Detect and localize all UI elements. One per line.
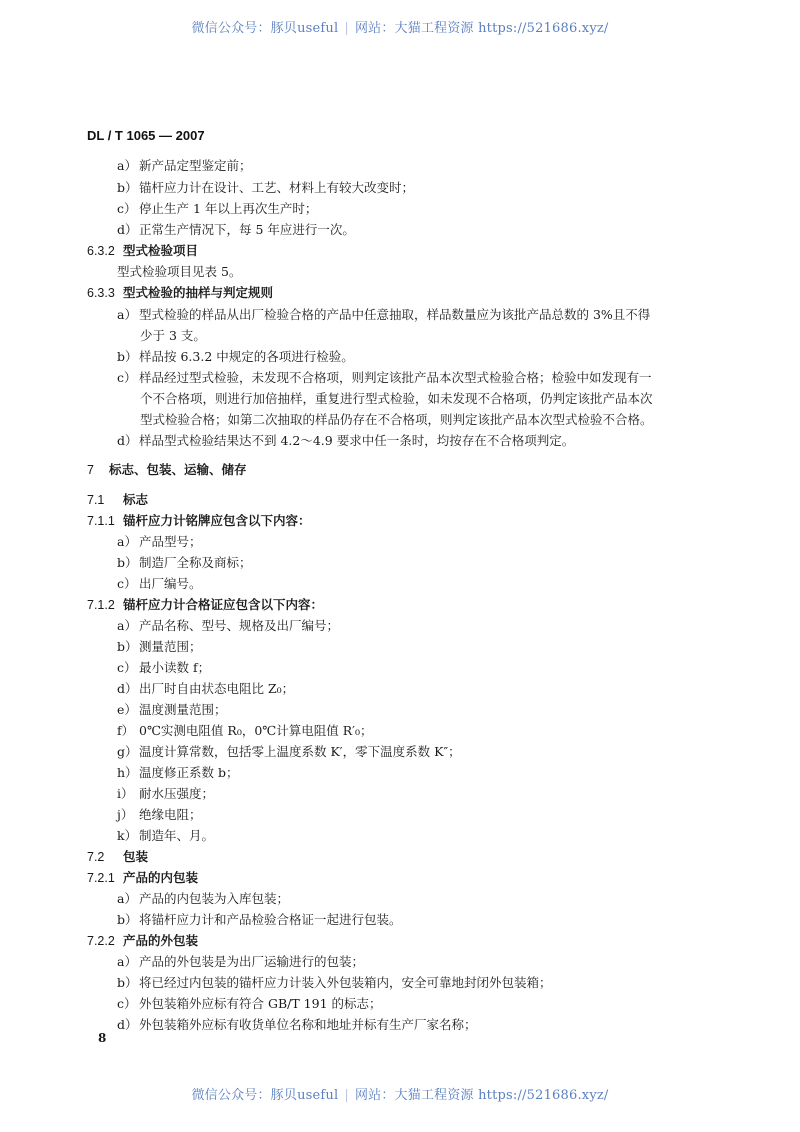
list-item xyxy=(117,158,252,174)
document-code: DL / T 1065 — 2007 xyxy=(87,128,205,143)
section-heading-7-2-2 xyxy=(87,933,198,949)
item-label: b） xyxy=(117,555,138,570)
item-label: c） xyxy=(117,996,137,1011)
item-label: a） xyxy=(117,954,137,969)
list-item xyxy=(117,576,202,592)
watermark-right: 网站：大猫工程资源 https://521686.xyz/ xyxy=(354,21,609,36)
section-heading-7-1-1 xyxy=(87,513,311,529)
item-text: 产品型号； xyxy=(139,534,202,549)
item-label: j） xyxy=(117,807,134,822)
section-title: 产品的外包装 xyxy=(123,933,199,948)
list-item xyxy=(117,433,574,449)
list-item xyxy=(117,702,227,718)
item-text: 产品的内包装为入库包装； xyxy=(139,891,290,906)
list-item xyxy=(117,1017,477,1033)
item-text: 停止生产 1 年以上再次生产时； xyxy=(139,201,318,216)
item-text: 产品的外包装是为出厂运输进行的包装； xyxy=(139,954,365,969)
item-label: b） xyxy=(117,639,138,654)
section-number: 6.3.3 xyxy=(87,286,115,300)
watermark-right: 网站：大猫工程资源 https://521686.xyz/ xyxy=(354,1088,609,1103)
watermark-bottom xyxy=(0,1084,800,1103)
item-text: 最小读数 f； xyxy=(139,660,211,675)
section-number: 7 xyxy=(87,463,94,477)
item-label: b） xyxy=(117,180,138,195)
item-text: 温度修正系数 b； xyxy=(139,765,239,780)
item-label: a） xyxy=(117,618,137,633)
list-item xyxy=(117,534,202,550)
item-label: d） xyxy=(117,433,138,448)
section-heading-7-2-1 xyxy=(87,870,198,886)
item-text: 出厂编号。 xyxy=(139,576,202,591)
list-item xyxy=(117,618,339,634)
item-text: 温度计算常数，包括零上温度系数 K′，零下温度系数 K″； xyxy=(139,744,461,759)
list-item-continuation: 型式检验合格；如第二次抽取的样品仍存在不合格项，则判定该批产品本次型式检验不合格。 xyxy=(140,412,653,427)
list-item xyxy=(117,765,238,781)
item-text: 制造厂全称及商标； xyxy=(139,555,252,570)
item-label: k） xyxy=(117,828,138,843)
section-number: 7.1.1 xyxy=(87,514,115,528)
section-heading-6-3-2 xyxy=(87,243,198,259)
item-text: 将已经过内包装的锚杆应力计装入外包装箱内，安全可靠地封闭外包装箱； xyxy=(139,975,552,990)
item-label: c） xyxy=(117,370,137,385)
item-text: 测量范围； xyxy=(139,639,202,654)
section-number: 7.2.2 xyxy=(87,934,115,948)
list-item xyxy=(117,639,202,655)
list-item xyxy=(117,222,355,238)
item-text: 将锚杆应力计和产品检验合格证一起进行包装。 xyxy=(139,912,402,927)
section-heading-7-1 xyxy=(87,492,148,508)
item-label: d） xyxy=(117,681,138,696)
list-item xyxy=(117,744,461,760)
section-title: 型式检验的抽样与判定规则 xyxy=(123,285,274,300)
item-label: a） xyxy=(117,891,137,906)
list-item xyxy=(117,807,202,823)
list-item xyxy=(117,681,294,697)
item-text: 耐水压强度； xyxy=(139,786,215,801)
item-label: f） xyxy=(117,723,135,738)
page-number: 8 xyxy=(98,1031,107,1045)
item-label: i） xyxy=(117,786,134,801)
list-item xyxy=(117,349,354,365)
section-title: 锚杆应力计铭牌应包含以下内容： xyxy=(123,513,311,528)
section-number: 7.2 xyxy=(87,850,105,864)
watermark-top xyxy=(0,17,800,36)
item-label: d） xyxy=(117,222,138,237)
item-text: 外包装箱外应标有收货单位名称和地址并标有生产厂家名称； xyxy=(139,1017,477,1032)
item-text: 样品经过型式检验，未发现不合格项，则判定该批产品本次型式检验合格；检验中如发现有一 xyxy=(139,370,652,385)
item-label: a） xyxy=(117,534,137,549)
item-text: 型式检验的样品从出厂检验合格的产品中任意抽取，样品数量应为该批产品总数的 3%且不得 xyxy=(139,307,651,322)
item-text: 出厂时自由状态电阻比 Z₀； xyxy=(139,681,295,696)
section-number: 7.2.1 xyxy=(87,871,115,885)
item-label: a） xyxy=(117,158,137,173)
watermark-left: 微信公众号：豚贝useful xyxy=(191,21,339,36)
item-text: 样品型式检验结果达不到 4.2～4.9 要求中任一条时，均按存在不合格项判定。 xyxy=(139,433,575,448)
watermark-separator: | xyxy=(344,1088,349,1103)
section-title: 包装 xyxy=(123,849,149,864)
list-item xyxy=(117,660,210,676)
list-item xyxy=(117,996,382,1012)
watermark-separator: | xyxy=(344,21,349,36)
item-label: c） xyxy=(117,576,137,591)
list-item xyxy=(117,307,650,323)
list-item xyxy=(117,954,364,970)
section-number: 6.3.2 xyxy=(87,244,115,258)
list-item-continuation: 少于 3 支。 xyxy=(140,328,206,343)
item-text: 正常生产情况下，每 5 年应进行一次。 xyxy=(139,222,355,237)
item-label: b） xyxy=(117,912,138,927)
watermark-left: 微信公众号：豚贝useful xyxy=(191,1088,339,1103)
section-title: 锚杆应力计合格证应包含以下内容： xyxy=(123,597,324,612)
list-item xyxy=(117,975,552,991)
item-label: c） xyxy=(117,201,137,216)
item-label: d） xyxy=(117,1017,138,1032)
section-title: 标志 xyxy=(123,492,149,507)
section-heading-7-2 xyxy=(87,849,148,865)
item-label: a） xyxy=(117,307,137,322)
chapter-heading-7 xyxy=(87,462,247,478)
list-item xyxy=(117,723,373,739)
section-heading-6-3-3 xyxy=(87,285,273,301)
section-title: 标志、包装、运输、储存 xyxy=(109,462,247,477)
item-text: 新产品定型鉴定前； xyxy=(139,158,252,173)
list-item xyxy=(117,555,252,571)
item-text: 样品按 6.3.2 中规定的各项进行检验。 xyxy=(139,349,354,364)
item-label: b） xyxy=(117,349,138,364)
item-text: 制造年、月。 xyxy=(139,828,215,843)
section-number: 7.1.2 xyxy=(87,598,115,612)
item-label: b） xyxy=(117,975,138,990)
item-label: g） xyxy=(117,744,138,759)
section-title: 产品的内包装 xyxy=(123,870,199,885)
paragraph: 型式检验项目见表 5。 xyxy=(117,264,242,279)
item-label: c） xyxy=(117,660,137,675)
item-text: 0℃实测电阻值 R₀，0℃计算电阻值 R′₀； xyxy=(139,723,373,738)
section-heading-7-1-2 xyxy=(87,597,323,613)
list-item xyxy=(117,891,289,907)
item-text: 外包装箱外应标有符合 GB/T 191 的标志； xyxy=(139,996,382,1011)
item-label: e） xyxy=(117,702,137,717)
list-item xyxy=(117,180,414,196)
list-item xyxy=(117,828,214,844)
item-text: 产品名称、型号、规格及出厂编号； xyxy=(139,618,340,633)
list-item xyxy=(117,201,317,217)
list-item-continuation: 个不合格项，则进行加倍抽样，重复进行型式检验，如未发现不合格项，仍判定该批产品本次 xyxy=(140,391,653,406)
list-item xyxy=(117,786,214,802)
item-text: 温度测量范围； xyxy=(139,702,227,717)
item-label: h） xyxy=(117,765,138,780)
list-item xyxy=(117,370,652,386)
section-number: 7.1 xyxy=(87,493,105,507)
section-title: 型式检验项目 xyxy=(123,243,199,258)
list-item xyxy=(117,912,402,928)
item-text: 锚杆应力计在设计、工艺、材料上有较大改变时； xyxy=(139,180,415,195)
item-text: 绝缘电阻； xyxy=(139,807,202,822)
